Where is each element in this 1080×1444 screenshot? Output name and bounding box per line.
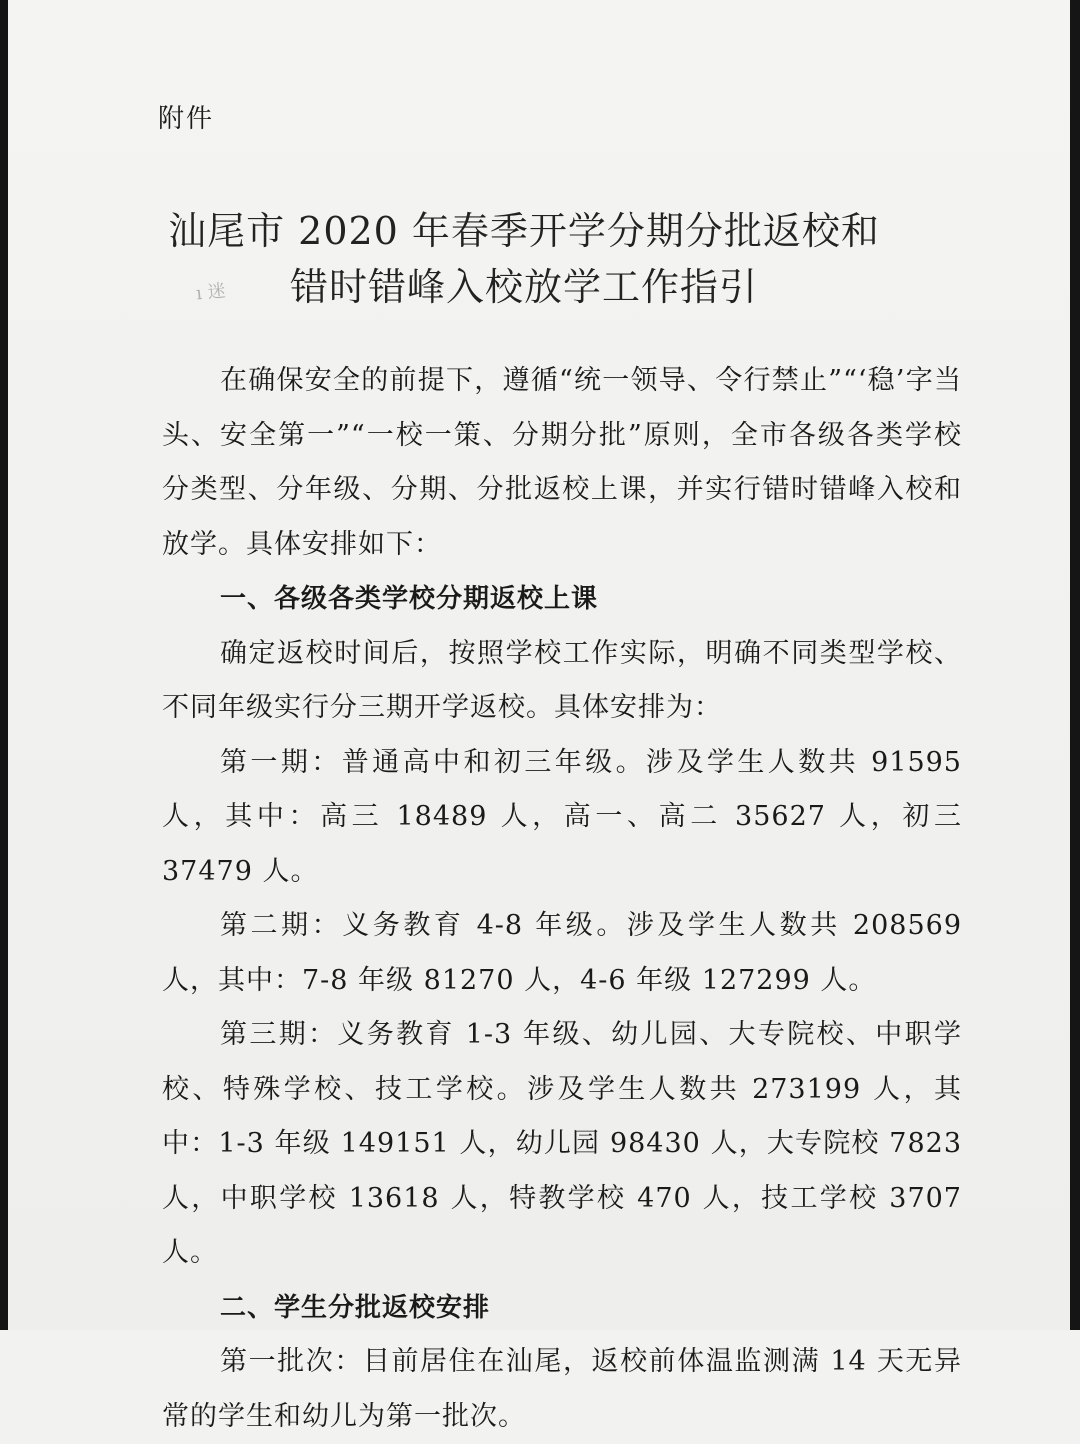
paragraph-intro: 在确保安全的前提下，遵循“统一领导、令行禁止”“‘稳’字当头、安全第一”“一校一策、分期分批”原则，全市各级各类学校分类型、分年级、分期、分批返校上课，并实行错时错峰入校和放学。具体安排如下：	[162, 365, 962, 560]
paragraph-batch-1: 第一批次：目前居住在汕尾，返校前体温监测满 14 天无异常的学生和幼儿为第一批次。	[162, 1346, 962, 1432]
document-title-line-2: 错时错峰入校放学工作指引	[289, 265, 758, 309]
scan-edge-right	[1070, 0, 1080, 1330]
paragraph-phase-1: 第一期：普通高中和初三年级。涉及学生人数共 91595 人，其中：高三 18489 人，高一、高二 35627 人，初三 37479 人。	[162, 746, 962, 887]
paragraph-section-1-intro: 确定返校时间后，按照学校工作实际，明确不同类型学校、不同年级实行分三期开学返校。具体安排为：	[162, 637, 962, 723]
document-title-line-1: 汕尾市 2020 年春季开学分期分批返校和	[168, 209, 880, 253]
attachment-label: 附件	[158, 104, 215, 134]
section-heading-2: 二、学生分批返校安排	[220, 1292, 491, 1323]
paragraph-phase-3: 第三期：义务教育 1-3 年级、幼儿园、大专院校、中职学校、特殊学校、技工学校。涉及学生人数共 273199 人，其中：1-3 年级 149151 人，幼儿园 98430 人，大专院校 7823 人，中职学校 13618 人，特教学校 470 人，技工学校 3707 人。	[162, 1019, 962, 1268]
paragraph-phase-2: 第二期：义务教育 4-8 年级。涉及学生人数共 208569 人，其中：7-8 年级 81270 人，4-6 年级 127299 人。	[162, 910, 962, 996]
section-heading-1: 一、各级各类学校分期返校上课	[220, 584, 599, 614]
document-body	[162, 354, 962, 1444]
stamp-mark: ı 迷	[195, 280, 227, 305]
